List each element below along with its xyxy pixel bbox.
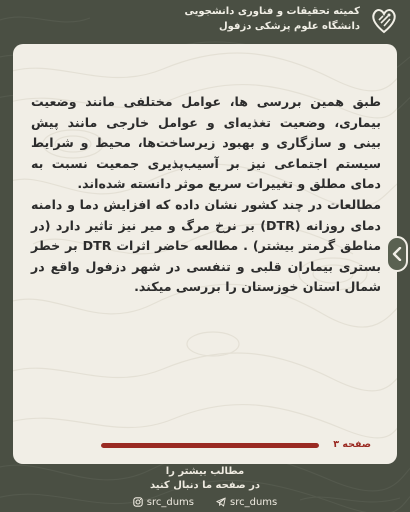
page-number-label: صفحه ۳ — [333, 439, 371, 450]
social-links — [0, 495, 410, 509]
header-title-line2: دانشگاه علوم پزشکی دزفول — [218, 21, 360, 32]
article-body — [31, 92, 381, 298]
header-title-line1: کمیته تحقیقات و فناوری دانشجویی — [184, 6, 360, 17]
header — [0, 0, 410, 40]
instagram-handle: src_dums — [146, 496, 194, 508]
instagram-icon — [133, 497, 143, 507]
telegram-icon — [216, 497, 226, 507]
heart-leaf-logo-icon — [368, 4, 400, 36]
footer-line1: مطالب بیشتر را — [165, 466, 245, 477]
chevron-left-icon — [392, 247, 402, 261]
content-card — [13, 44, 397, 464]
paragraph-2: مطالعات در چند کشور نشان داده که افزایش دما و دامنه دمای روزانه (DTR) بر نرخ مرگ و میر نیز تاثیر دارد (در مناطق گرمتر بیشتر) . مطالعه حاضر اثرات DTR بر خطر بستری بیماران قلبی و تنفسی در شهر دزفول واقع در شمال استان خوزستان را بررسی میکند. — [31, 196, 381, 295]
next-page-button[interactable] — [386, 236, 408, 272]
page-indicator — [101, 439, 381, 453]
telegram-link[interactable] — [216, 495, 277, 509]
instagram-link[interactable] — [133, 495, 194, 509]
footer-line2: در صفحه ما دنبال کنید — [149, 480, 261, 491]
telegram-handle: src_dums — [230, 496, 278, 508]
paragraph-1: طبق همین بررسی ها، عوامل مختلفی مانند وضعیت بیماری، وضعیت تغذیه‌ای و عوامل خارجی مانند پیش بینی و سازگاری و بهبود زیرساخت‌ها، محیط و شرایط سیستم اجتماعی نیز بر آسیب‌پذیری جمعیت نسبت به دمای مطلق و تغییرات سریع موثر دانسته شده‌اند. — [31, 94, 381, 192]
progress-fill — [101, 443, 319, 448]
progress-track — [101, 443, 319, 448]
